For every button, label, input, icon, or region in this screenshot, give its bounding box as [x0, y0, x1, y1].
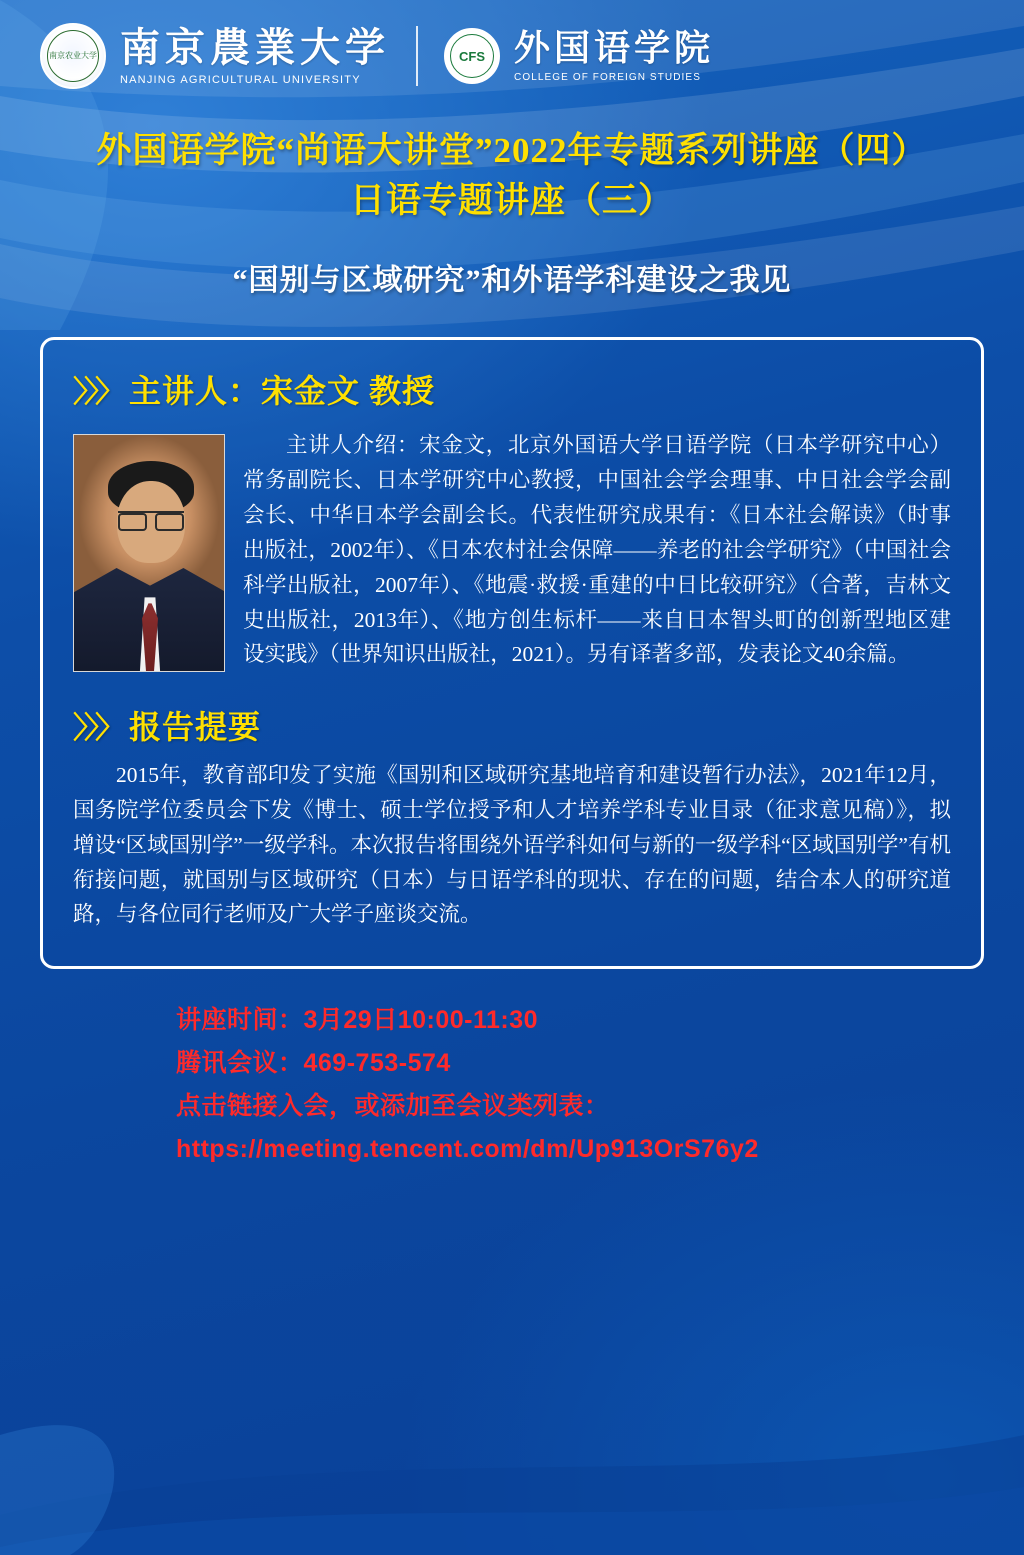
college-seal-label: CFS: [450, 34, 494, 78]
poster-header: [0, 0, 1024, 112]
college-name-cn: 外国语学院: [514, 27, 715, 68]
speaker-bio-text: 主讲人介绍：宋金文，北京外国语大学日语学院（日本学研究中心）常务副院长、日本学研究中心教授，中国社会学会理事、中日社会学会副会长、中华日本学会副会长。代表性研究成果有：《日本社会解读》（时事出版社，2002年）、《日本农村社会保障——养老的社会学研究》（中国社会科学出版社，2007年）、《地震·救援·重建的中日比较研究》（合著，吉林文史出版社，2013年）、《地方创生标杆——来自日本智头町的创新型地区建设实践》（世界知识出版社，2021）。另有译著多部，发表论文40余篇。: [243, 433, 951, 667]
speaker-bio-block: [73, 428, 951, 672]
content-card: [40, 337, 984, 969]
university-seal-label: 南京农业大学: [47, 30, 99, 82]
lecture-time: 讲座时间：3月29日10:00-11:30: [176, 1006, 539, 1035]
chevron-right-icon: 〉〉〉: [73, 712, 121, 746]
university-logo-block: [40, 23, 390, 89]
title-block: [0, 126, 1024, 299]
header-divider: [416, 26, 418, 86]
poster-title-line2: 日语专题讲座（三）: [349, 180, 674, 220]
abstract-body-block: [73, 758, 951, 932]
join-note: 点击链接入会，或添加至会议类列表：: [176, 1092, 610, 1121]
speaker-heading-label: 主讲人：宋金文 教授: [129, 373, 436, 410]
college-logo-block: [444, 28, 714, 84]
speaker-section-heading: [73, 366, 951, 412]
portrait-glasses-shape: [118, 511, 184, 528]
meeting-link[interactable]: https://meeting.tencent.com/dm/Up913OrS76y2: [176, 1135, 759, 1164]
college-seal-icon: [444, 28, 500, 84]
university-name-cn: 南京農業大学: [120, 25, 390, 70]
chevron-right-icon: 〉〉〉: [73, 376, 121, 410]
university-name-block: [120, 26, 390, 86]
footer-info: [176, 999, 1024, 1171]
university-name-en: NANJING AGRICULTURAL UNIVERSITY: [120, 74, 361, 86]
speaker-portrait: [73, 434, 225, 672]
poster-title-line1: 外国语学院“尚语大讲堂”2022年专题系列讲座（四）: [96, 131, 928, 170]
abstract-heading-label: 报告提要: [129, 709, 262, 746]
university-seal-icon: [40, 23, 106, 89]
college-name-en: COLLEGE OF FOREIGN STUDIES: [514, 72, 701, 84]
meeting-id: 腾讯会议：469-753-574: [176, 1049, 451, 1078]
abstract-section-heading: [73, 702, 951, 748]
abstract-body-text: 2015年，教育部印发了实施《国别和区域研究基地培育和建设暂行办法》，2021年12月，国务院学位委员会下发《博士、硕士学位授予和人才培养学科专业目录（征求意见稿）》，拟增设“区域国别学”一级学科。本次报告将围绕外语学科如何与新的一级学科“区域国别学”有机衔接问题，就国别与区域研究（日本）与日语学科的现状、存在的问题，结合本人的研究道路，与各位同行老师及广大学子座谈交流。: [73, 763, 951, 927]
college-name-block: [514, 29, 714, 84]
poster-subject: “国别与区域研究”和外语学科建设之我见: [232, 264, 792, 298]
decorative-swoosh-bottom: [0, 1135, 1024, 1555]
